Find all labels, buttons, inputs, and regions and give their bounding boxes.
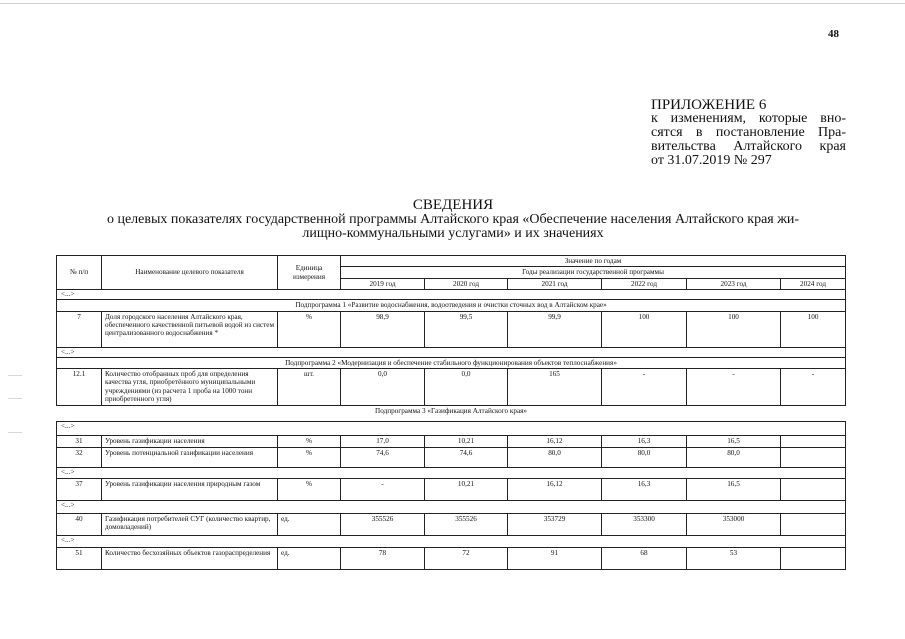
- row-num: 40: [57, 513, 102, 535]
- header-year: 2024 год: [781, 278, 846, 289]
- appendix-block: [651, 98, 846, 168]
- row-value: 353300: [602, 513, 687, 535]
- row-value: 16,3: [602, 435, 687, 447]
- row-value: 74,6: [425, 447, 508, 467]
- header-years-group: Годы реализации государственной программы: [341, 267, 846, 278]
- scan-mark: [8, 398, 22, 399]
- row-unit: %: [278, 435, 341, 447]
- row-value: [781, 478, 846, 500]
- ellipsis-row: <...>: [57, 421, 846, 435]
- row-value: 80,0: [508, 447, 602, 467]
- row-unit: ед.: [278, 513, 341, 535]
- header-year: 2021 год: [508, 278, 602, 289]
- row-value: 78: [341, 547, 425, 569]
- row-value: 353000: [687, 513, 781, 535]
- appendix-line: к изменениям, которые вно-: [651, 111, 846, 126]
- row-value: -: [341, 478, 425, 500]
- subprogram-3-title: Подпрограмма 3 «Газификация Алтайского края»: [57, 405, 846, 421]
- header-year: 2023 год: [687, 278, 781, 289]
- header-year: 2020 год: [425, 278, 508, 289]
- ellipsis-row: <...>: [57, 535, 846, 547]
- row-num: 7: [57, 311, 102, 347]
- row-value: 16,3: [602, 478, 687, 500]
- row-value: [781, 513, 846, 535]
- subprogram-1-title: Подпрограмма 1 «Развитие водоснабжения, водоотведения и очистки сточных вод в Алтайском крае»: [57, 300, 846, 311]
- row-value: 80,0: [602, 447, 687, 467]
- indicators-table: [56, 255, 846, 570]
- title-line: лищно-коммунальными услугами» и их значениях: [302, 226, 604, 241]
- row-value: 353729: [508, 513, 602, 535]
- row-unit: %: [278, 478, 341, 500]
- row-num: 32: [57, 447, 102, 467]
- row-value: [781, 435, 846, 447]
- row-name: Уровень газификации населения природным газом: [102, 478, 278, 500]
- scan-mark: [8, 432, 22, 433]
- header-values: Значение по годам: [341, 256, 846, 267]
- scan-mark: [8, 375, 22, 376]
- row-value: 100: [781, 311, 846, 347]
- indicators-table-wrap: [56, 255, 845, 570]
- row-unit: шт.: [278, 369, 341, 406]
- row-value: [781, 547, 846, 569]
- row-value: 100: [602, 311, 687, 347]
- header-year: 2022 год: [602, 278, 687, 289]
- row-value: 98,9: [341, 311, 425, 347]
- table-row: [57, 435, 846, 447]
- row-value: 0,0: [425, 369, 508, 406]
- row-name: Количество бесхозяйных объектов газораспределения: [102, 547, 278, 569]
- title-line: о целевых показателях государственной программы Алтайского края «Обеспечение населения Алтайского края жи-: [106, 212, 800, 227]
- table-row: [57, 513, 846, 535]
- row-value: 53: [687, 547, 781, 569]
- header-year: 2019 год: [341, 278, 425, 289]
- ellipsis-row: <...>: [57, 467, 846, 478]
- header-unit: Единица измерения: [278, 256, 341, 290]
- row-name: Газификация потребителей СУГ (количество квартир, домовладений): [102, 513, 278, 535]
- header-name: Наименование целевого показателя: [102, 256, 278, 290]
- row-value: 91: [508, 547, 602, 569]
- scan-top-edge: [0, 3, 905, 4]
- row-value: 0,0: [341, 369, 425, 406]
- row-value: -: [781, 369, 846, 406]
- row-value: 16,12: [508, 435, 602, 447]
- row-value: 355526: [425, 513, 508, 535]
- row-num: 12.1: [57, 369, 102, 406]
- row-value: 17,0: [341, 435, 425, 447]
- document-title: [60, 198, 846, 241]
- row-value: -: [687, 369, 781, 406]
- row-value: 16,5: [687, 478, 781, 500]
- row-unit: %: [278, 447, 341, 467]
- table-row: [57, 478, 846, 500]
- row-value: 165: [508, 369, 602, 406]
- appendix-line: вительства Алтайского края: [651, 139, 846, 154]
- row-unit: %: [278, 311, 341, 347]
- ellipsis-row: <...>: [57, 500, 846, 513]
- ellipsis-row: <...>: [57, 347, 846, 357]
- row-value: -: [602, 369, 687, 406]
- header-num: № п/п: [57, 256, 102, 290]
- row-num: 37: [57, 478, 102, 500]
- appendix-heading: ПРИЛОЖЕНИЕ 6: [651, 97, 767, 113]
- title-heading: СВЕДЕНИЯ: [412, 197, 494, 213]
- row-value: 10,21: [425, 435, 508, 447]
- row-value: 10,21: [425, 478, 508, 500]
- table-row: [57, 447, 846, 467]
- row-unit: ед.: [278, 547, 341, 569]
- row-value: 16,12: [508, 478, 602, 500]
- row-value: 99,9: [508, 311, 602, 347]
- row-value: 16,5: [687, 435, 781, 447]
- table-row: [57, 547, 846, 569]
- row-num: 51: [57, 547, 102, 569]
- table-row: [57, 369, 846, 406]
- row-name: Уровень потенциальной газификации населения: [102, 447, 278, 467]
- row-name: Количество отобранных проб для определения качества угля, приобретённого муниципальными учреждениями (из расчета 1 проба на 1000 тонн приобретенного угля): [102, 369, 278, 406]
- row-name: Уровень газификации населения: [102, 435, 278, 447]
- row-value: 74,6: [341, 447, 425, 467]
- row-value: 72: [425, 547, 508, 569]
- row-num: 31: [57, 435, 102, 447]
- row-value: 68: [602, 547, 687, 569]
- row-value: 99,5: [425, 311, 508, 347]
- page-number: 48: [828, 28, 839, 40]
- table-row: [57, 311, 846, 347]
- row-value: 355526: [341, 513, 425, 535]
- ellipsis-row: <...>: [57, 290, 846, 300]
- row-name: Доля городского населения Алтайского края, обеспеченного качественной питьевой водой из систем централизованного водоснабжения *: [102, 311, 278, 347]
- appendix-line: сятся в постановление Пра-: [651, 125, 846, 140]
- subprogram-2-title: Подпрограмма 2 «Модернизация и обеспечение стабильного функционирования объектов теплоснабжения»: [57, 357, 846, 368]
- appendix-line: от 31.07.2019 № 297: [651, 153, 772, 168]
- row-value: 80,0: [687, 447, 781, 467]
- row-value: 100: [687, 311, 781, 347]
- row-value: [781, 447, 846, 467]
